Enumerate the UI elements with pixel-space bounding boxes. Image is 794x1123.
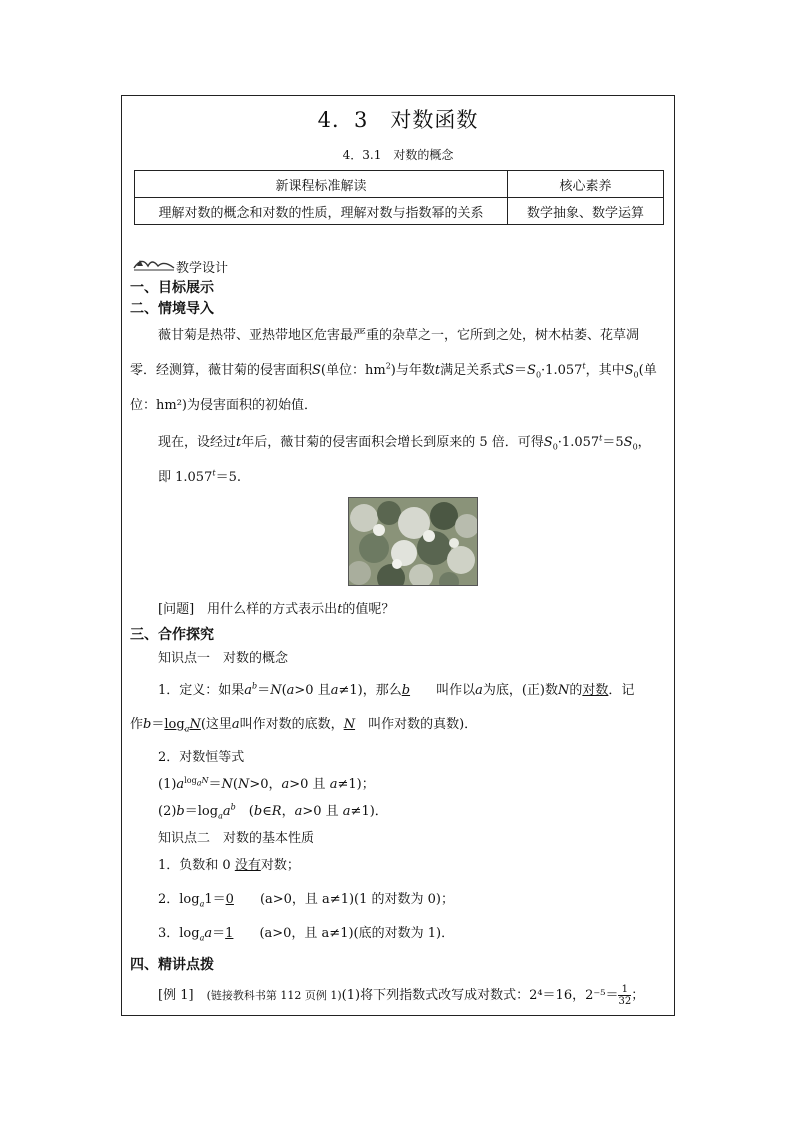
identity-2: $(2)b=\log_aa^b$ (b∈R，a>0 且 a≠1)．	[158, 802, 388, 821]
teaching-design-icon	[132, 254, 176, 272]
property-2: 2．$\log_a1=0$ (a>0，且 a≠1)(1 的对数为 0)；	[158, 892, 454, 909]
intro-p2-line1: 现在，设经过t年后，薇甘菊的侵害面积会增长到原来的 5 倍．可得$S_0\cdot 1.057^t=5S_0$，	[158, 433, 651, 452]
page-subtitle: 4．3.1 对数的概念	[342, 148, 454, 162]
table-cell-standards: 理解对数的概念和对数的性质，理解对数与指数幂的关系	[135, 198, 508, 225]
fraction-1-32: $\frac{1}{32}$	[618, 984, 632, 1007]
table-cell-literacy: 数学抽象、数学运算	[508, 198, 664, 225]
intro-p2-line2: 即 $1.057^t=5$.	[158, 468, 241, 485]
table-header-standards: 新课程标准解读	[135, 171, 508, 198]
table-header-literacy: 核心素养	[508, 171, 664, 198]
section-context: 二、情境导入	[130, 301, 214, 317]
identity-1: $(1)a^{log_aN}=N(N>0$，a>0 且 a≠1)；	[158, 775, 375, 792]
intro-p1-line2: 零．经测算，薇甘菊的侵害面积S(单位：$hm^2$)与年数t满足关系式$S=S_0\cdot 1.057^t$，其中$S_0$(单	[130, 361, 657, 380]
property-1: 1．负数和 0 没有对数；	[158, 858, 300, 873]
example-1: [例 1] (链接教科书第 112 页例 1)(1)将下列指数式改写成对数式：2⁴＝16，2⁻⁵＝ $\frac{1}{32}$ ；	[158, 984, 645, 1007]
section-explain: 四、精讲点拨	[130, 957, 214, 973]
property-3: 3．$\log_aa=1$ (a>0，且 a≠1)(底的对数为 1)．	[158, 926, 455, 943]
question-line: [问题] 用什么样的方式表示出t的值呢？	[158, 602, 395, 617]
page-title: 4．3 对数函数	[317, 108, 479, 132]
identity-heading: 2．对数恒等式	[158, 750, 245, 765]
intro-p1-line3: 位：hm²)为侵害面积的初始值．	[130, 398, 317, 413]
intro-p1-line1: 薇甘菊是热带、亚热带地区危害最严重的杂草之一，它所到之处，树木枯萎、花草凋	[158, 328, 640, 343]
mikania-photo	[348, 497, 478, 586]
standards-table	[134, 170, 664, 225]
section-goals: 一、目标展示	[130, 280, 214, 296]
section-explore: 三、合作探究	[130, 627, 214, 643]
log-definition-line1: 1．定义：如果$a^b=N(a>0$ 且a≠1)，那么b 叫作以a为底，(正)数N的对数．记	[158, 681, 635, 698]
page-frame	[121, 95, 675, 1016]
knowledge-point-1-heading: 知识点一 对数的概念	[158, 651, 289, 666]
log-definition-line2: 作$b=\log_aN$(这里a叫作对数的底数，N 叫作对数的真数)．	[130, 717, 478, 734]
knowledge-point-2-heading: 知识点二 对数的基本性质	[158, 831, 315, 846]
teaching-design-label: 教学设计	[176, 261, 229, 276]
